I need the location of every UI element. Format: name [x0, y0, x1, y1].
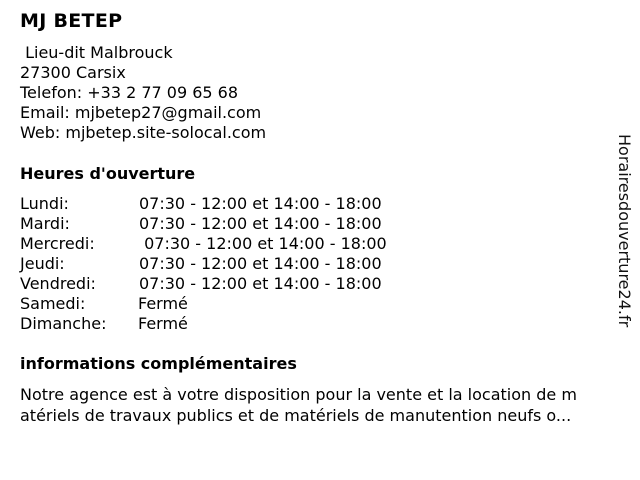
hours-time: 07:30 - 12:00 et 14:00 - 18:00 [139, 194, 382, 213]
info-line-2: atériels de travaux publics et de matériels de manutention neufs o... [20, 406, 572, 425]
hours-row-samedi [20, 294, 188, 314]
hours-time: 07:30 - 12:00 et 14:00 - 18:00 [139, 234, 387, 253]
hours-time: Fermé [138, 294, 188, 313]
info-description [20, 384, 624, 426]
hours-row-lundi [20, 194, 382, 214]
info-heading: informations complémentaires [20, 354, 297, 373]
hours-time: Fermé [138, 314, 188, 333]
phone-line: Telefon: +33 2 77 09 65 68 [20, 83, 239, 102]
hours-day: Dimanche: [20, 314, 107, 333]
contact-details [20, 43, 266, 143]
hours-day: Vendredi: [20, 274, 96, 293]
hours-row-mardi [20, 214, 382, 234]
hours-day: Mardi: [20, 214, 70, 233]
hours-day: Lundi: [20, 194, 69, 213]
hours-time: 07:30 - 12:00 et 14:00 - 18:00 [139, 254, 382, 273]
hours-row-mercredi [20, 234, 387, 254]
business-name: MJ BETEP [20, 10, 123, 32]
web-line: Web: mjbetep.site-solocal.com [20, 123, 267, 142]
hours-time: 07:30 - 12:00 et 14:00 - 18:00 [139, 214, 382, 233]
hours-row-vendredi [20, 274, 382, 294]
hours-table [20, 194, 387, 334]
postal-city: 27300 Carsix [20, 63, 126, 82]
hours-day: Mercredi: [20, 234, 95, 253]
email-line: Email: mjbetep27@gmail.com [20, 103, 262, 122]
site-watermark: Horairesdouverture24.fr [615, 134, 634, 328]
hours-time: 07:30 - 12:00 et 14:00 - 18:00 [139, 274, 382, 293]
hours-row-dimanche [20, 314, 188, 334]
info-line-1: Notre agence est à votre disposition pour la vente et la location de m [20, 385, 577, 404]
hours-day: Samedi: [20, 294, 86, 313]
hours-row-jeudi [20, 254, 382, 274]
hours-heading: Heures d'ouverture [20, 164, 196, 183]
hours-day: Jeudi: [20, 254, 65, 273]
address-line: Lieu-dit Malbrouck [20, 43, 173, 62]
